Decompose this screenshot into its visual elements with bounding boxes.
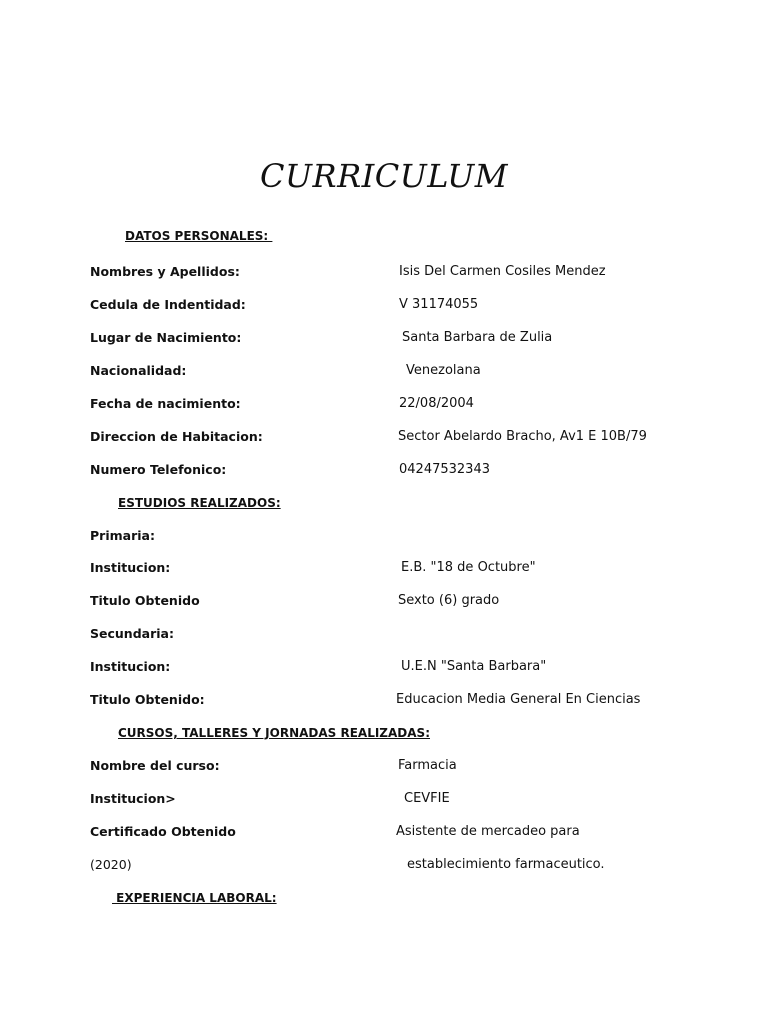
birthdate-value: 22/08/2004 xyxy=(399,396,474,411)
address-label: Direccion de Habitacion: xyxy=(90,429,263,444)
birthplace-value: Santa Barbara de Zulia xyxy=(402,330,553,345)
section-heading-experience: EXPERIENCIA LABORAL: xyxy=(112,891,277,905)
course-institution-value: CEVFIE xyxy=(404,791,450,806)
document-title: CURRICULUM xyxy=(260,157,508,195)
address-value: Sector Abelardo Bracho, Av1 E 10B/79 xyxy=(398,429,647,444)
course-institution-label: Institucion> xyxy=(90,791,176,806)
id-value: V 31174055 xyxy=(399,297,479,312)
secondary-label: Secundaria: xyxy=(90,626,174,641)
section-heading-studies: ESTUDIOS REALIZADOS: xyxy=(118,496,281,510)
primary-institution-label: Institucion: xyxy=(90,560,171,575)
phone-label: Numero Telefonico: xyxy=(90,462,227,477)
secondary-institution-value: U.E.N "Santa Barbara" xyxy=(401,659,547,674)
course-year: (2020) xyxy=(90,857,132,872)
section-heading-courses: CURSOS, TALLERES Y JORNADAS REALIZADAS: xyxy=(118,726,430,740)
birthdate-label: Fecha de nacimiento: xyxy=(90,396,241,411)
certificate-label: Certificado Obtenido xyxy=(90,824,236,839)
name-value: Isis Del Carmen Cosiles Mendez xyxy=(399,264,606,279)
id-label: Cedula de Indentidad: xyxy=(90,297,246,312)
name-label: Nombres y Apellidos: xyxy=(90,264,240,279)
nationality-label: Nacionalidad: xyxy=(90,363,187,378)
secondary-title-label: Titulo Obtenido: xyxy=(90,692,205,707)
certificate-value-line1: Asistente de mercadeo para xyxy=(396,824,580,839)
primary-label: Primaria: xyxy=(90,528,155,543)
primary-institution-value: E.B. "18 de Octubre" xyxy=(401,560,536,575)
primary-title-label: Titulo Obtenido xyxy=(90,593,200,608)
course-name-value: Farmacia xyxy=(398,758,457,773)
certificate-value-line2: establecimiento farmaceutico. xyxy=(407,857,605,872)
section-heading-personal: DATOS PERSONALES: xyxy=(125,229,273,243)
secondary-institution-label: Institucion: xyxy=(90,659,171,674)
nationality-value: Venezolana xyxy=(406,363,481,378)
birthplace-label: Lugar de Nacimiento: xyxy=(90,330,242,345)
phone-value: 04247532343 xyxy=(399,462,490,477)
primary-title-value: Sexto (6) grado xyxy=(398,593,500,608)
secondary-title-value: Educacion Media General En Ciencias xyxy=(396,692,641,707)
course-name-label: Nombre del curso: xyxy=(90,758,220,773)
